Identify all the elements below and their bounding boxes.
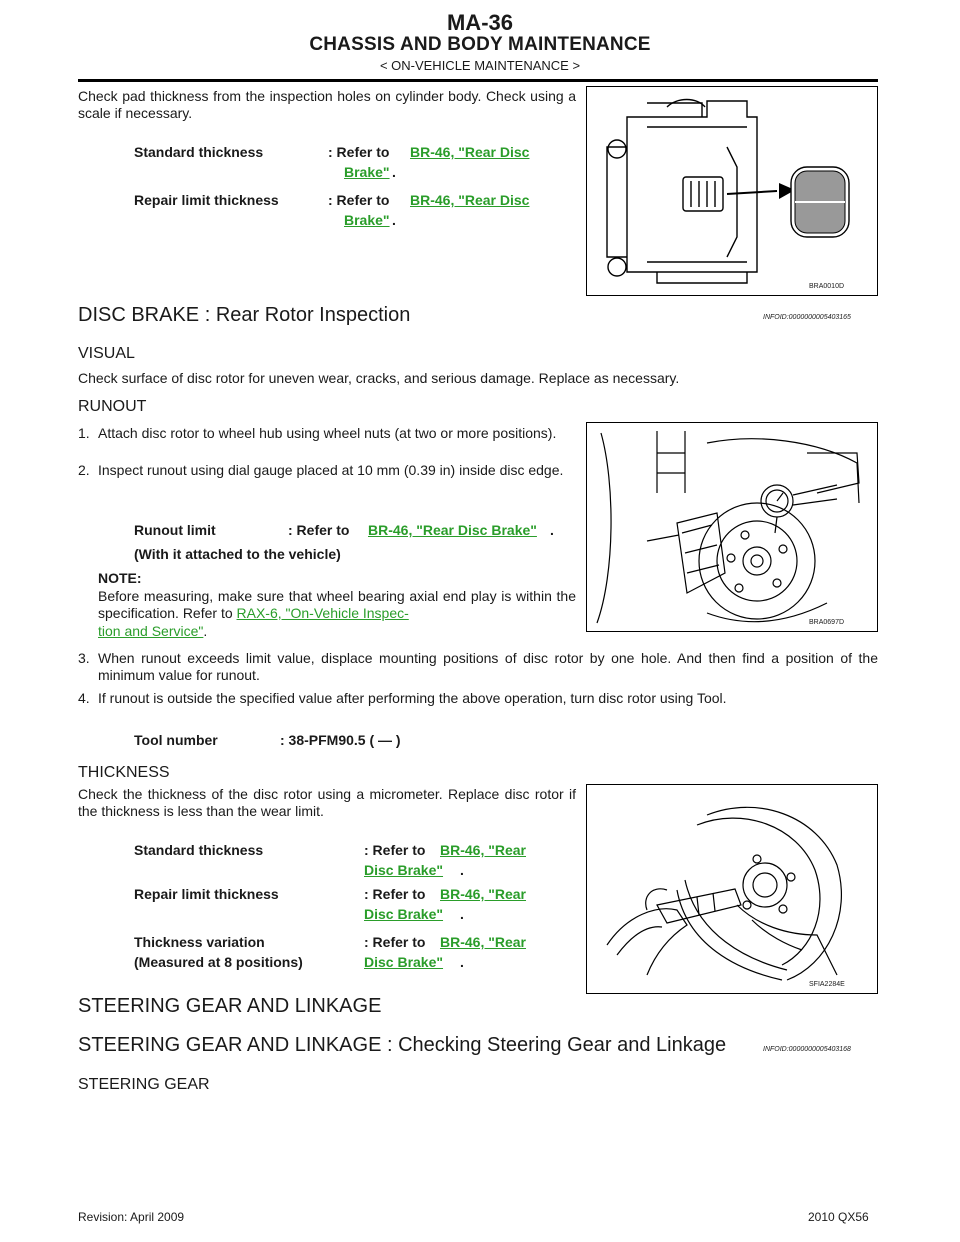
note-link[interactable]: RAX-6, "On-Vehicle Inspec- [236, 605, 409, 621]
pad-spec2-label: Repair limit thickness [134, 192, 279, 208]
runout-label: Runout limit [134, 522, 216, 538]
runout-link[interactable]: BR-46, "Rear Disc Brake" [368, 522, 537, 538]
thickness-text: Check the thickness of the disc rotor using a micrometer. Replace disc rotor if the thickness is less than the wear limit. [78, 786, 576, 819]
thk-spec1-link[interactable]: BR-46, "Rear [440, 842, 527, 858]
step-2-number: 2. [78, 462, 90, 478]
runout-heading: RUNOUT [78, 398, 147, 415]
figure-id-3: SFIA2284E [809, 981, 845, 988]
thk-spec3-link-cont[interactable]: Disc Brake" [364, 954, 444, 970]
infoid-steering: INFOID:0000000005403168 [763, 1046, 851, 1053]
pad-check-text: Check pad thickness from the inspection holes on cylinder body. Check using a scale if necessary. [78, 88, 576, 121]
thk-spec3-link[interactable]: BR-46, "Rear [440, 934, 527, 950]
thickness-heading: THICKNESS [78, 764, 170, 781]
pad-spec1-colon: : Refer to [328, 144, 390, 160]
thickness-spec-block: Standard thickness : Refer to BR-46, "Rear Disc Brake" . Repair limit thickness : Refer to BR-46, "Rear Disc Brake" . Thickness variation : Refer to BR-46, "Rear (Measured at 8 positions) Disc Brake" . [134, 842, 527, 970]
pad-spec1-link[interactable]: BR-46, "Rear Disc [410, 144, 530, 160]
figure-caliper-pad [586, 86, 878, 296]
pad-spec2-colon: : Refer to [328, 192, 390, 208]
infoid-rear-rotor: INFOID:0000000005403165 [763, 314, 851, 321]
runout-illustration [587, 423, 877, 631]
section-subtitle: < ON-VEHICLE MAINTENANCE > [379, 58, 581, 73]
rear-rotor-heading: DISC BRAKE : Rear Rotor Inspection [78, 304, 411, 326]
pad-spec-block: Standard thickness : Refer to BR-46, "Rear Disc Brake" . Repair limit thickness : Refer to BR-46, "Rear Disc Brake" . [134, 144, 530, 228]
step-1-text: Attach disc rotor to wheel hub using wheel nuts (at two or more positions). [98, 425, 557, 441]
micrometer-illustration [587, 785, 877, 993]
step-1-number: 1. [78, 425, 90, 441]
tool-label: Tool number [134, 732, 218, 748]
step-2-text: Inspect runout using dial gauge placed at 10 mm (0.39 in) inside disc edge. [98, 462, 564, 478]
thk-spec2-link-cont[interactable]: Disc Brake" [364, 906, 444, 922]
step-3-text: When runout exceeds limit value, displace mounting positions of disc rotor by one hole. And then find a position of the minimum value for runout. [98, 650, 878, 683]
tool-spec [134, 730, 584, 750]
thk-spec3-label-b: (Measured at 8 positions) [134, 954, 303, 970]
step-4-text: If runout is outside the specified value after performing the above operation, turn disc rotor using Tool. [98, 690, 727, 706]
thk-spec2-label: Repair limit thickness [134, 886, 279, 902]
thk-spec2-colon: : Refer to [364, 886, 426, 902]
thk-spec1-link-cont[interactable]: Disc Brake" [364, 862, 444, 878]
step-3-number: 3. [78, 650, 90, 666]
caliper-illustration [587, 87, 877, 295]
runout-spec: Runout limit : Refer to BR-46, "Rear Disc Brake" . (With it attached to the vehicle) [134, 522, 554, 562]
visual-text: Check surface of disc rotor for uneven wear, cracks, and serious damage. Replace as necessary. [78, 370, 680, 386]
tool-value: : 38-PFM90.5 ( — ) [280, 732, 401, 748]
visual-heading: VISUAL [78, 345, 135, 362]
note-text [98, 588, 576, 622]
figure-micrometer [586, 784, 878, 994]
thk-spec2-link[interactable]: BR-46, "Rear [440, 886, 527, 902]
note-label: NOTE: [98, 570, 142, 586]
figure-id-2: BRA0697D [809, 619, 845, 626]
pad-spec1-link-cont[interactable]: Brake" [344, 164, 390, 180]
steering-gear-heading: STEERING GEAR [78, 1076, 210, 1093]
runout-note: (With it attached to the vehicle) [134, 546, 341, 562]
pad-spec2-link[interactable]: BR-46, "Rear Disc [410, 192, 530, 208]
runout-step-3 [78, 650, 878, 686]
note-link-cont[interactable]: tion and Service" [98, 623, 204, 639]
runout-colon: : Refer to [288, 522, 350, 538]
footer-model: 2010 QX56 [808, 1210, 869, 1224]
page-title: CHASSIS AND BODY MAINTENANCE [309, 34, 651, 55]
pad-spec2-link-cont[interactable]: Brake" [344, 212, 390, 228]
note-text-body: Before measuring, make sure that wheel bearing axial end play is within the specification. Refer to [98, 588, 576, 621]
steering-heading: STEERING GEAR AND LINKAGE [78, 995, 382, 1017]
note-link-cont-line: tion and Service". [98, 623, 208, 639]
figure-runout-gauge [586, 422, 878, 632]
thk-spec3-colon: : Refer to [364, 934, 426, 950]
page-number: MA-36 [446, 10, 513, 35]
thk-spec3-label: Thickness variation [134, 934, 265, 950]
header-rule [78, 79, 878, 82]
figure-id-1: BRA0010D [809, 283, 845, 290]
runout-step-1 [78, 425, 576, 461]
runout-step-4 [78, 690, 878, 708]
steering-subheading: STEERING GEAR AND LINKAGE : Checking Steering Gear and Linkage [78, 1034, 727, 1056]
thk-spec1-colon: : Refer to [364, 842, 426, 858]
footer-revision: Revision: April 2009 [78, 1210, 185, 1224]
thk-spec1-label: Standard thickness [134, 842, 264, 858]
step-4-number: 4. [78, 690, 90, 706]
pad-spec1-label: Standard thickness [134, 144, 264, 160]
runout-step-2 [78, 462, 576, 498]
